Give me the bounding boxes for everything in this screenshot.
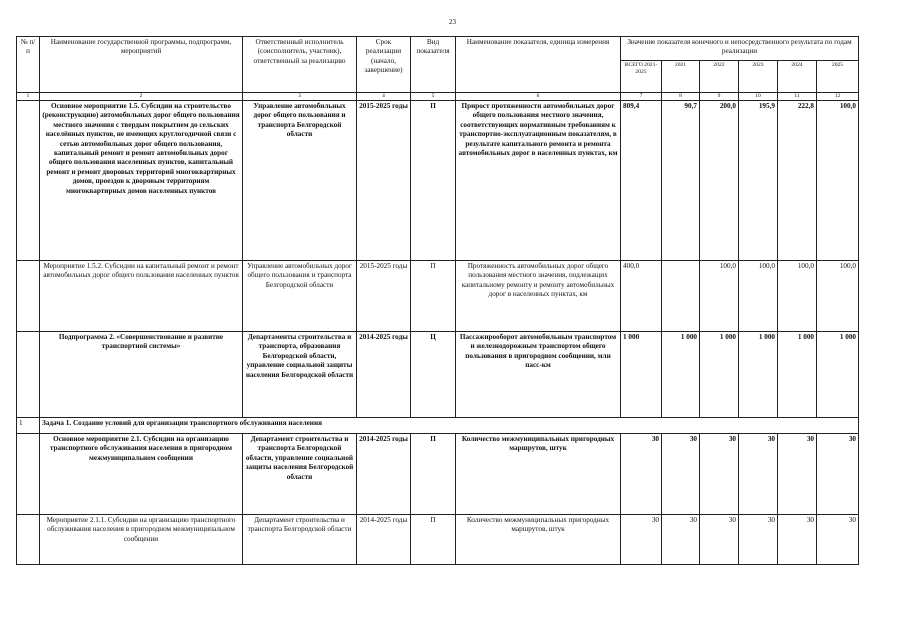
header-name: Наименование государственной программы, подпрограмм, мероприятий <box>40 37 243 93</box>
header-year-2022: 2022 <box>700 61 739 93</box>
row-value-2022: 30 <box>700 434 739 515</box>
row-kind: Ц <box>411 332 456 418</box>
row-num <box>17 261 40 332</box>
row-value-2021: 30 <box>662 434 700 515</box>
header-year-total: ВСЕГО 2021-2025 <box>621 61 662 93</box>
header-kind: Вид показателя <box>411 37 456 93</box>
column-number: 9 <box>700 93 739 101</box>
row-value-2022: 1 000 <box>700 332 739 418</box>
column-number: 10 <box>739 93 778 101</box>
row-kind: П <box>411 101 456 261</box>
header-year-2025: 2025 <box>817 61 859 93</box>
column-number: 3 <box>243 93 357 101</box>
row-executor: Департамент строительства и транспорта Белгородской области <box>243 515 357 565</box>
row-term: 2015-2025 годы <box>357 261 411 332</box>
row-value-total: 400,0 <box>621 261 662 332</box>
row-num <box>17 101 40 261</box>
row-value-total: 1 000 <box>621 332 662 418</box>
row-value-2022: 200,0 <box>700 101 739 261</box>
header-year-2021: 2021 <box>662 61 700 93</box>
indicators-table <box>16 36 859 565</box>
row-indicator: Протяженность автомобильных дорог общего пользования местного значения, подлежащих капитальному ремонту и ремонту автомобильных дорог в населенных пунктах, км <box>456 261 621 332</box>
row-value-2021: 90,7 <box>662 101 700 261</box>
header-year-2024: 2024 <box>778 61 817 93</box>
row-term: 2014-2025 годы <box>357 515 411 565</box>
row-name: Подпрограмма 2. «Совершенствование и развитие транспортной системы» <box>40 332 243 418</box>
row-value-2021: 1 000 <box>662 332 700 418</box>
row-indicator: Прирост протяженности автомобильных дорог общего пользования местного значения, соответствующих нормативным требованиям к транспортно-эксплуатационным показателям, в результате капитального ремонта и ремонта автомобильных дорог в населенных пунктах, км <box>456 101 621 261</box>
row-value-2025: 100,0 <box>817 261 859 332</box>
row-name: Мероприятие 2.1.1. Субсидии на организацию транспортного обслуживания населения в пригородном межмуниципальном сообщении <box>40 515 243 565</box>
row-indicator: Количество межмуниципальных пригородных маршрутов, штук <box>456 515 621 565</box>
column-number: 5 <box>411 93 456 101</box>
header-year-2023: 2023 <box>739 61 778 93</box>
row-value-2023: 30 <box>739 434 778 515</box>
column-number: 12 <box>817 93 859 101</box>
row-name: Основное мероприятие 1.5. Субсидии на строительство (реконструкцию) автомобильных дорог общего пользования местного значения с твердым покрытием до сельских населённых пунктов, не имеющих круглогодичной связи с сетью автомобильных дорог общего пользования, капитальный ремонт и ремонт автомобильных дорог общего пользования населенных пунктов, капитальный ремонт и ремонт дворовых территорий многоквартирных домов, проездов к дворовым территориям многоквартирных домов населенных пунктов <box>40 101 243 261</box>
column-number: 7 <box>621 93 662 101</box>
row-kind: П <box>411 434 456 515</box>
task-title: Задача 1. Создание условий для организации транспортного обслуживания населения <box>40 418 859 434</box>
table-row <box>17 332 859 418</box>
row-term: 2014-2025 годы <box>357 434 411 515</box>
table-row <box>17 434 859 515</box>
table-row <box>17 515 859 565</box>
row-value-2021: 30 <box>662 515 700 565</box>
row-value-2024: 100,0 <box>778 261 817 332</box>
row-term: 2015-2025 годы <box>357 101 411 261</box>
row-num: 1 <box>17 418 40 434</box>
header-term: Срок реализации (начало, завершение) <box>357 37 411 93</box>
row-value-2023: 100,0 <box>739 261 778 332</box>
row-value-2021 <box>662 261 700 332</box>
row-indicator: Количество межмуниципальных пригородных маршрутов, штук <box>456 434 621 515</box>
row-value-2025: 100,0 <box>817 101 859 261</box>
row-value-2022: 100,0 <box>700 261 739 332</box>
column-number: 8 <box>662 93 700 101</box>
row-value-total: 30 <box>621 434 662 515</box>
table-row <box>17 261 859 332</box>
header-values-group: Значение показателя конечного и непосредственного результата по годам реализации <box>621 37 859 61</box>
row-kind: П <box>411 261 456 332</box>
row-value-2024: 30 <box>778 434 817 515</box>
column-numbers-row <box>17 93 859 101</box>
row-indicator: Пассажирооборот автомобильным транспортом и железнодорожным транспортом общего пользования в пригородном сообщении, млн пасс-км <box>456 332 621 418</box>
row-kind: П <box>411 515 456 565</box>
row-term: 2014-2025 годы <box>357 332 411 418</box>
row-executor: Департамент строительства и транспорта Белгородской области, управление социальной защиты населения Белгородской области <box>243 434 357 515</box>
row-executor: Департаменты строительства и транспорта, образования Белгородской области, управление социальной защиты населения Белгородской области <box>243 332 357 418</box>
row-value-total: 809,4 <box>621 101 662 261</box>
row-value-2025: 30 <box>817 434 859 515</box>
header-num: № п/п <box>17 37 40 93</box>
row-value-2024: 1 000 <box>778 332 817 418</box>
row-value-2023: 195,9 <box>739 101 778 261</box>
column-number: 2 <box>40 93 243 101</box>
row-value-total: 30 <box>621 515 662 565</box>
row-name: Основное мероприятие 2.1. Субсидии на организацию транспортного обслуживания населения в пригородном межмуниципальном сообщении <box>40 434 243 515</box>
row-value-2023: 1 000 <box>739 332 778 418</box>
column-number: 11 <box>778 93 817 101</box>
row-executor: Управление автомобильных дорог общего пользования и транспорта Белгородской области <box>243 101 357 261</box>
row-value-2023: 30 <box>739 515 778 565</box>
row-value-2022: 30 <box>700 515 739 565</box>
row-name: Мероприятие 1.5.2. Субсидии на капитальный ремонт и ремонт автомобильных дорог общего пользования населенных пунктов <box>40 261 243 332</box>
row-num <box>17 434 40 515</box>
task-row <box>17 418 859 434</box>
row-num <box>17 332 40 418</box>
column-number: 6 <box>456 93 621 101</box>
row-executor: Управление автомобильных дорог общего пользования и транспорта Белгородской области <box>243 261 357 332</box>
row-value-2025: 30 <box>817 515 859 565</box>
header-indicator: Наименование показателя, единица измерения <box>456 37 621 93</box>
row-num <box>17 515 40 565</box>
column-number: 1 <box>17 93 40 101</box>
header-executor: Ответственный исполнитель (соисполнитель, участник), ответственный за реализацию <box>243 37 357 93</box>
column-number: 4 <box>357 93 411 101</box>
row-value-2024: 222,8 <box>778 101 817 261</box>
page-number: 23 <box>449 18 456 26</box>
table-row <box>17 101 859 261</box>
row-value-2025: 1 000 <box>817 332 859 418</box>
row-value-2024: 30 <box>778 515 817 565</box>
